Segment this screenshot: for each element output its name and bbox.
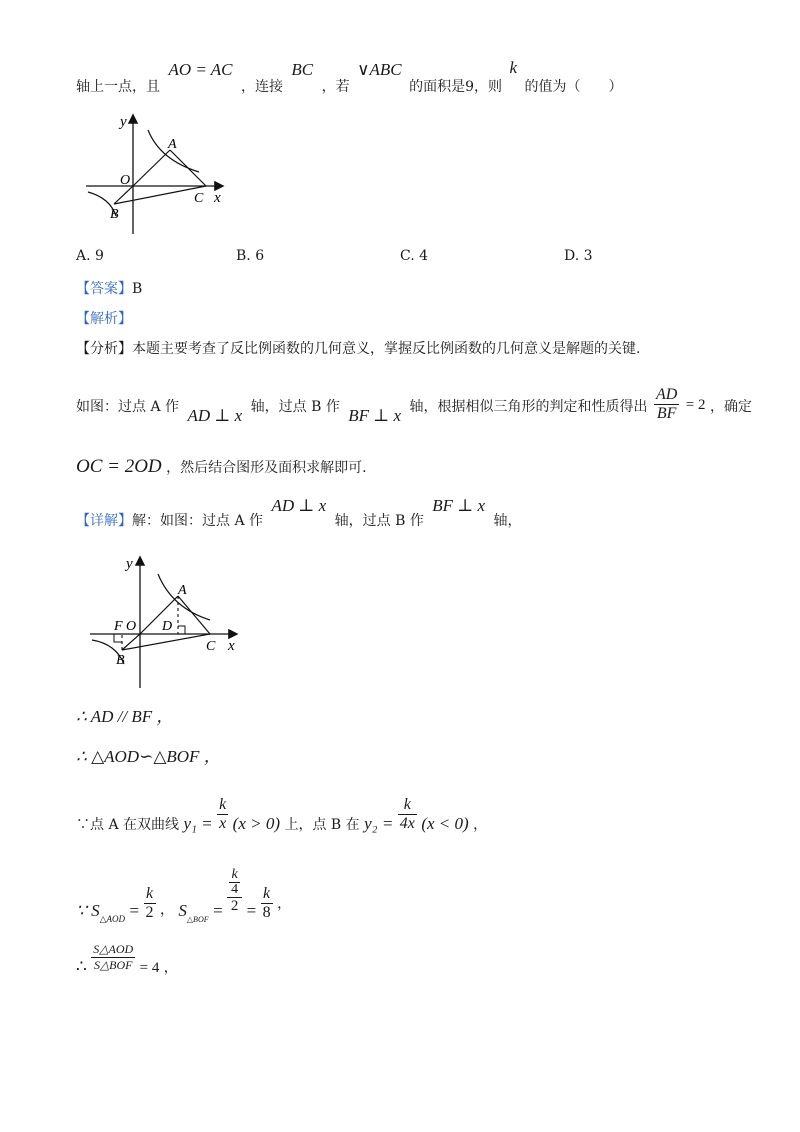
label-c: C bbox=[206, 639, 216, 654]
label-y: y bbox=[120, 114, 127, 130]
analysis-line-3 bbox=[76, 456, 367, 478]
step4-frac3-num: k bbox=[261, 885, 273, 904]
step4-eq-1: = bbox=[129, 900, 140, 920]
question-text-4: 的面积是9，则 bbox=[409, 79, 502, 95]
step4-frac-2 bbox=[227, 868, 242, 915]
detail-bf-perp: BF ⊥ x bbox=[432, 496, 486, 515]
step4-frac-3 bbox=[261, 885, 273, 922]
question-ao-eq-ac: AO = AC bbox=[168, 60, 233, 79]
figure-1 bbox=[82, 110, 232, 238]
step4-sub-2: △BOF bbox=[186, 914, 209, 924]
segment-bc bbox=[122, 634, 210, 650]
step3-text-a: ∵点 A 在双曲线 bbox=[76, 816, 180, 833]
step4-eq-2: = bbox=[213, 900, 223, 920]
step5-end: ， bbox=[163, 959, 178, 976]
right-angle-f bbox=[114, 634, 122, 642]
detail-text-1: 解：如图：过点 A 作 bbox=[132, 513, 264, 529]
analysis-tag: 【解析】 bbox=[76, 311, 132, 327]
label-a: A bbox=[178, 583, 187, 598]
step4-frac1-num: k bbox=[144, 885, 156, 904]
step4-eq-3: = bbox=[246, 900, 257, 920]
step4-sub-1: △AOD bbox=[99, 913, 125, 924]
fenxi-tag: 【分析】 bbox=[76, 341, 132, 357]
label-x: x bbox=[228, 638, 235, 654]
line2-eq-2: = 2 bbox=[685, 396, 706, 413]
line3-text: ，然后结合图形及面积求解即可. bbox=[166, 460, 367, 476]
step3-y1: y₁ = bbox=[183, 813, 213, 833]
detail-tag: 【详解】 bbox=[76, 513, 132, 529]
question-text-1: 轴上一点，且 bbox=[76, 79, 160, 95]
step3-frac2-num: k bbox=[398, 796, 417, 815]
question-k: k bbox=[509, 58, 517, 77]
analysis-line-2 bbox=[76, 372, 752, 425]
line2-text-2: 轴，过点 B 作 bbox=[250, 398, 340, 415]
step4-frac2-den: 2 bbox=[230, 898, 239, 914]
figure-2 bbox=[86, 552, 242, 692]
step3-cond-2: (x < 0) bbox=[421, 813, 469, 833]
question-line bbox=[76, 58, 623, 96]
label-o: O bbox=[126, 619, 137, 634]
option-b: B. 6 bbox=[236, 248, 265, 264]
step4-frac3-den: 8 bbox=[262, 904, 271, 921]
line2-text-3: 轴，根据相似三角形的判定和性质得出 bbox=[409, 398, 648, 415]
step5-frac-den: S△BOF bbox=[93, 958, 133, 972]
fenxi-line bbox=[76, 338, 640, 358]
question-text-5: 的值为（ ） bbox=[524, 79, 623, 95]
step4-pre: ∵ S bbox=[76, 900, 100, 920]
label-c: C bbox=[194, 191, 204, 206]
line2-fraction bbox=[654, 386, 679, 423]
step-5 bbox=[76, 932, 178, 982]
label-x: x bbox=[214, 190, 221, 206]
line2-text-4: ，确定 bbox=[709, 398, 752, 415]
answer-value: B bbox=[132, 281, 143, 297]
step3-text-b: 上，点 B 在 bbox=[284, 816, 360, 833]
label-y: y bbox=[126, 556, 133, 572]
question-text-3: ，若 bbox=[321, 79, 350, 95]
step4-inner-num: k bbox=[229, 868, 240, 883]
question-bc: BC bbox=[291, 60, 314, 79]
step5-frac bbox=[91, 942, 135, 973]
step3-frac1-num: k bbox=[219, 796, 227, 813]
detail-ad-perp: AD ⊥ x bbox=[271, 496, 327, 515]
segment-bc bbox=[114, 186, 206, 204]
segment-oa bbox=[133, 150, 170, 186]
question-text-2: ，连接 bbox=[240, 79, 283, 95]
line2-frac-den: BF bbox=[656, 405, 677, 422]
step4-end: ， bbox=[277, 895, 292, 912]
option-a: A. 9 bbox=[76, 248, 104, 264]
option-c: C. 4 bbox=[400, 248, 429, 264]
step5-pre: ∴ bbox=[76, 956, 87, 976]
detail-text-3: 轴， bbox=[493, 513, 522, 529]
step4-inner-frac bbox=[229, 868, 240, 897]
step4-frac2-num bbox=[227, 868, 242, 898]
segment-ac bbox=[178, 596, 210, 634]
line3-oc-eq: OC = 2OD bbox=[76, 456, 162, 477]
question-triangle-abc: ∨ABC bbox=[357, 60, 402, 79]
label-a: A bbox=[168, 137, 177, 152]
step3-y2: y₂ = bbox=[364, 813, 394, 833]
step3-frac2-den: 4x bbox=[399, 815, 415, 832]
step3-cond-1: (x > 0) bbox=[232, 813, 281, 833]
right-angle-d bbox=[178, 626, 185, 634]
step3-frac-2 bbox=[398, 796, 417, 833]
step5-eq: = 4 bbox=[139, 959, 160, 976]
label-f: F bbox=[114, 619, 123, 634]
step4-inner-den: 4 bbox=[231, 882, 239, 897]
answer-line bbox=[76, 278, 142, 298]
segment-oa bbox=[140, 596, 178, 634]
step4-s: S bbox=[178, 900, 187, 920]
step3-frac1-den: x bbox=[219, 815, 227, 832]
step5-frac-num: S△AOD bbox=[93, 942, 134, 956]
step-1: ∴ AD // BF ， bbox=[76, 707, 174, 726]
detail-text-2: 轴，过点 B 作 bbox=[334, 513, 424, 529]
answer-tag: 【答案】 bbox=[76, 281, 132, 297]
segment-ac bbox=[170, 150, 206, 186]
line2-bf-perp: BF ⊥ x bbox=[348, 405, 402, 425]
line2-text-1: 如图：过点 A 作 bbox=[76, 398, 180, 415]
label-d: D bbox=[162, 619, 173, 634]
step-4 bbox=[76, 860, 292, 924]
detail-line bbox=[76, 496, 522, 532]
option-d: D. 3 bbox=[564, 248, 593, 264]
step3-frac-1 bbox=[217, 796, 228, 833]
line2-frac-num: AD bbox=[656, 386, 678, 403]
step4-comma: ， bbox=[159, 901, 174, 918]
step3-end: ， bbox=[473, 816, 488, 833]
step4-frac-1 bbox=[144, 885, 156, 922]
fenxi-text: 本题主要考查了反比例函数的几何意义，掌握反比例函数的几何意义是解题的关键. bbox=[132, 341, 641, 357]
step-3 bbox=[76, 790, 487, 840]
step-2: ∴ △AOD∽△BOF ， bbox=[76, 747, 221, 766]
label-b: B bbox=[110, 207, 119, 222]
line2-ad-perp: AD ⊥ x bbox=[187, 405, 243, 425]
label-b: B bbox=[116, 653, 125, 668]
step4-frac1-den: 2 bbox=[145, 904, 154, 921]
label-o: O bbox=[120, 173, 131, 188]
